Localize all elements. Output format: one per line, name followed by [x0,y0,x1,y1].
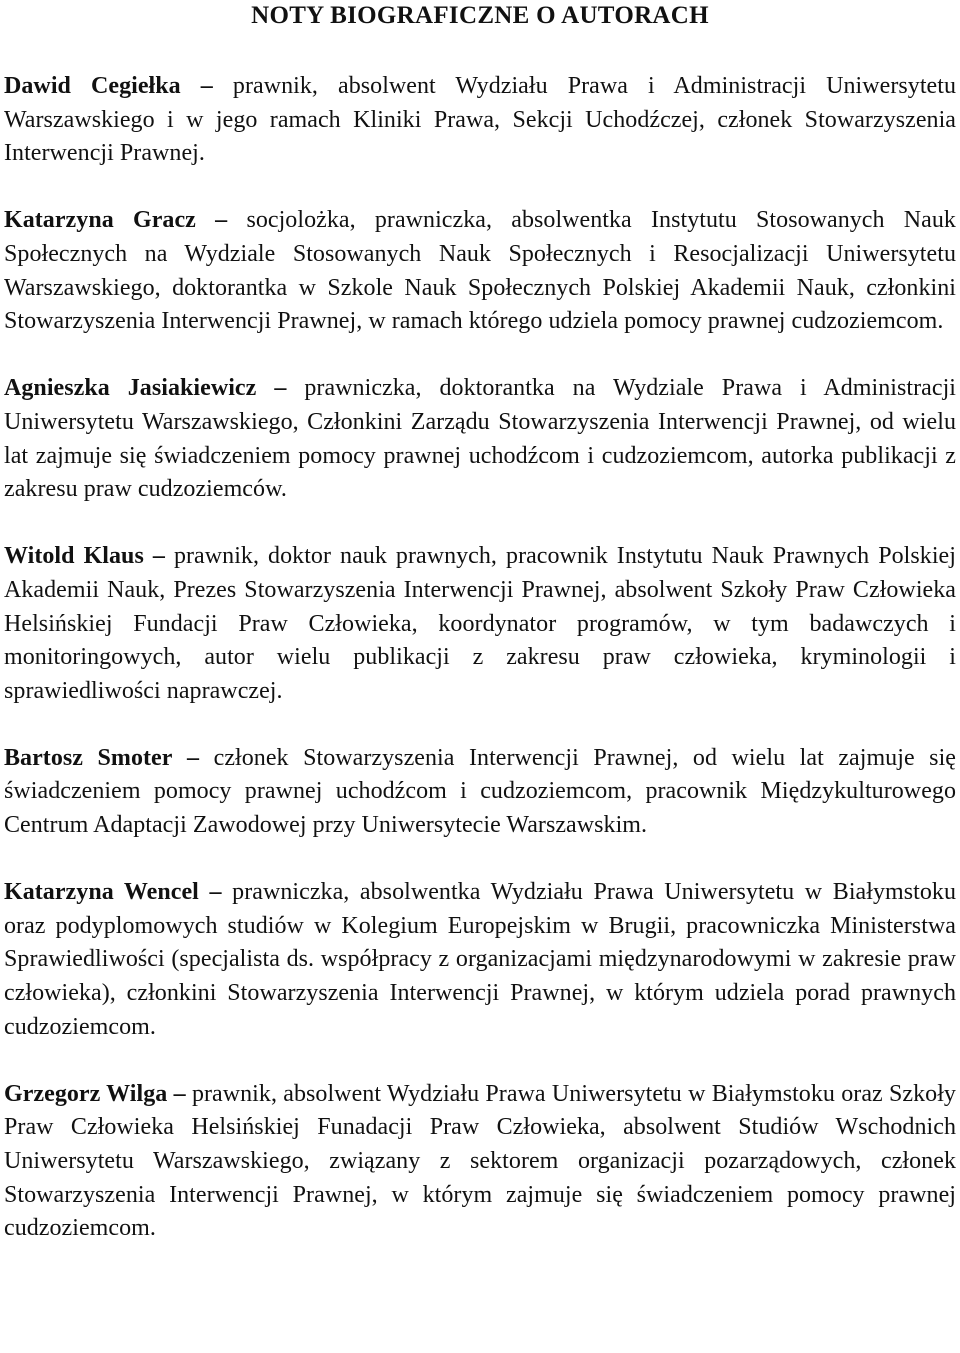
bio-text: prawniczka, absolwentka Wydziału Prawa Uniwersytetu w Białymstoku oraz podyplomowych studiów w Kolegium Europejskim w Brugii, pracowniczka Ministerstwa Sprawiedliwości (specjalista ds. współpracy z organizacjami międzynarodowymi w zakresie praw człowieka), członkini Stowarzyszenia Interwencji Prawnej, w którym udziela porad prawnych cudzoziemcom. [4,879,956,1040]
author-name: Dawid Cegiełka [4,73,181,99]
name-dash: – [274,375,287,402]
name-dash: – [215,207,228,234]
bio-text: prawniczka, doktorantka na Wydziale Prawa i Administracji Uniwersytetu Warszawskiego, Członkini Zarządu Stowarzyszenia Interwencji Prawnej, od wielu lat zajmuje się świadczeniem pomocy prawnej uchodźcom i cudzoziemcom, autorka publikacji z zakresu praw cudzoziemców. [4,375,956,503]
page-title: NOTY BIOGRAFICZNE O AUTORACH [251,2,709,29]
bio-paragraph [4,204,956,338]
author-name: Katarzyna Gracz [4,207,196,234]
bio-text: prawnik, doktor nauk prawnych, pracownik Instytutu Nauk Prawnych Polskiej Akademii Nauk, Prezes Stowarzyszenia Interwencji Prawnej, absolwent Szkoły Praw Człowieka Helsińskiej Fundacji Praw Człowieka, koordynator programów, w tym badawczych i monitoringowych, autor wielu publikacji z zakresu praw człowieka, kryminologii i sprawiedliwości naprawczej. [4,543,956,704]
bio-paragraph [4,372,956,506]
bio-text: prawnik, absolwent Wydziału Prawa Uniwersytetu w Białymstoku oraz Szkoły Praw Człowieka Helsińskiej Funadacji Praw Człowieka, absolwent Studiów Wschodnich Uniwersytetu Warszawskiego, związany z sektorem organizacji pozarządowych, członek Stowarzyszenia Interwencji Prawnej, w którym zajmuje się świadczeniem pomocy prawnej cudzoziemcom. [4,1080,956,1242]
name-dash: – [187,744,200,771]
author-name: Grzegorz Wilga [4,1080,168,1107]
author-name: Katarzyna Wencel [4,879,199,906]
author-name: Agnieszka Jasiakiewicz [4,375,257,402]
bio-paragraph [4,1078,956,1246]
bio-text: członek Stowarzyszenia Interwencji Prawnej, od wielu lat zajmuje się świadczeniem pomocy prawnej uchodźcom i cudzoziemcom, pracownik Międzykulturowego Centrum Adaptacji Zawodowej przy Uniwersytecie Warszawskim. [4,744,956,839]
bio-paragraph [4,742,956,843]
name-dash: – [152,543,165,570]
bio-text: prawnik, absolwent Wydziału Prawa i Administracji Uniwersytetu Warszawskiego i w jego ramach Kliniki Prawa, Sekcji Uchodźczej, członek Stowarzyszenia Interwencji Prawnej. [4,73,957,167]
name-dash: – [209,879,222,906]
bio-text: socjolożka, prawniczka, absolwentka Instytutu Stosowanych Nauk Społecznych na Wydziale Stosowanych Nauk Społecznych i Resocjalizacji Uniwersytetu Warszawskiego, doktorantka w Szkole Nauk Społecznych Polskiej Akademii Nauk, członkini Stowarzyszenia Interwencji Prawnej, w ramach którego udziela pomocy prawnej cudzoziemcom. [4,207,956,335]
author-name: Bartosz Smoter [4,744,173,771]
bio-paragraph [4,540,956,708]
name-dash: – [200,73,213,99]
bio-paragraph [4,70,956,171]
bio-paragraph [4,876,956,1044]
name-dash: – [173,1080,186,1107]
author-name: Witold Klaus [4,543,144,570]
